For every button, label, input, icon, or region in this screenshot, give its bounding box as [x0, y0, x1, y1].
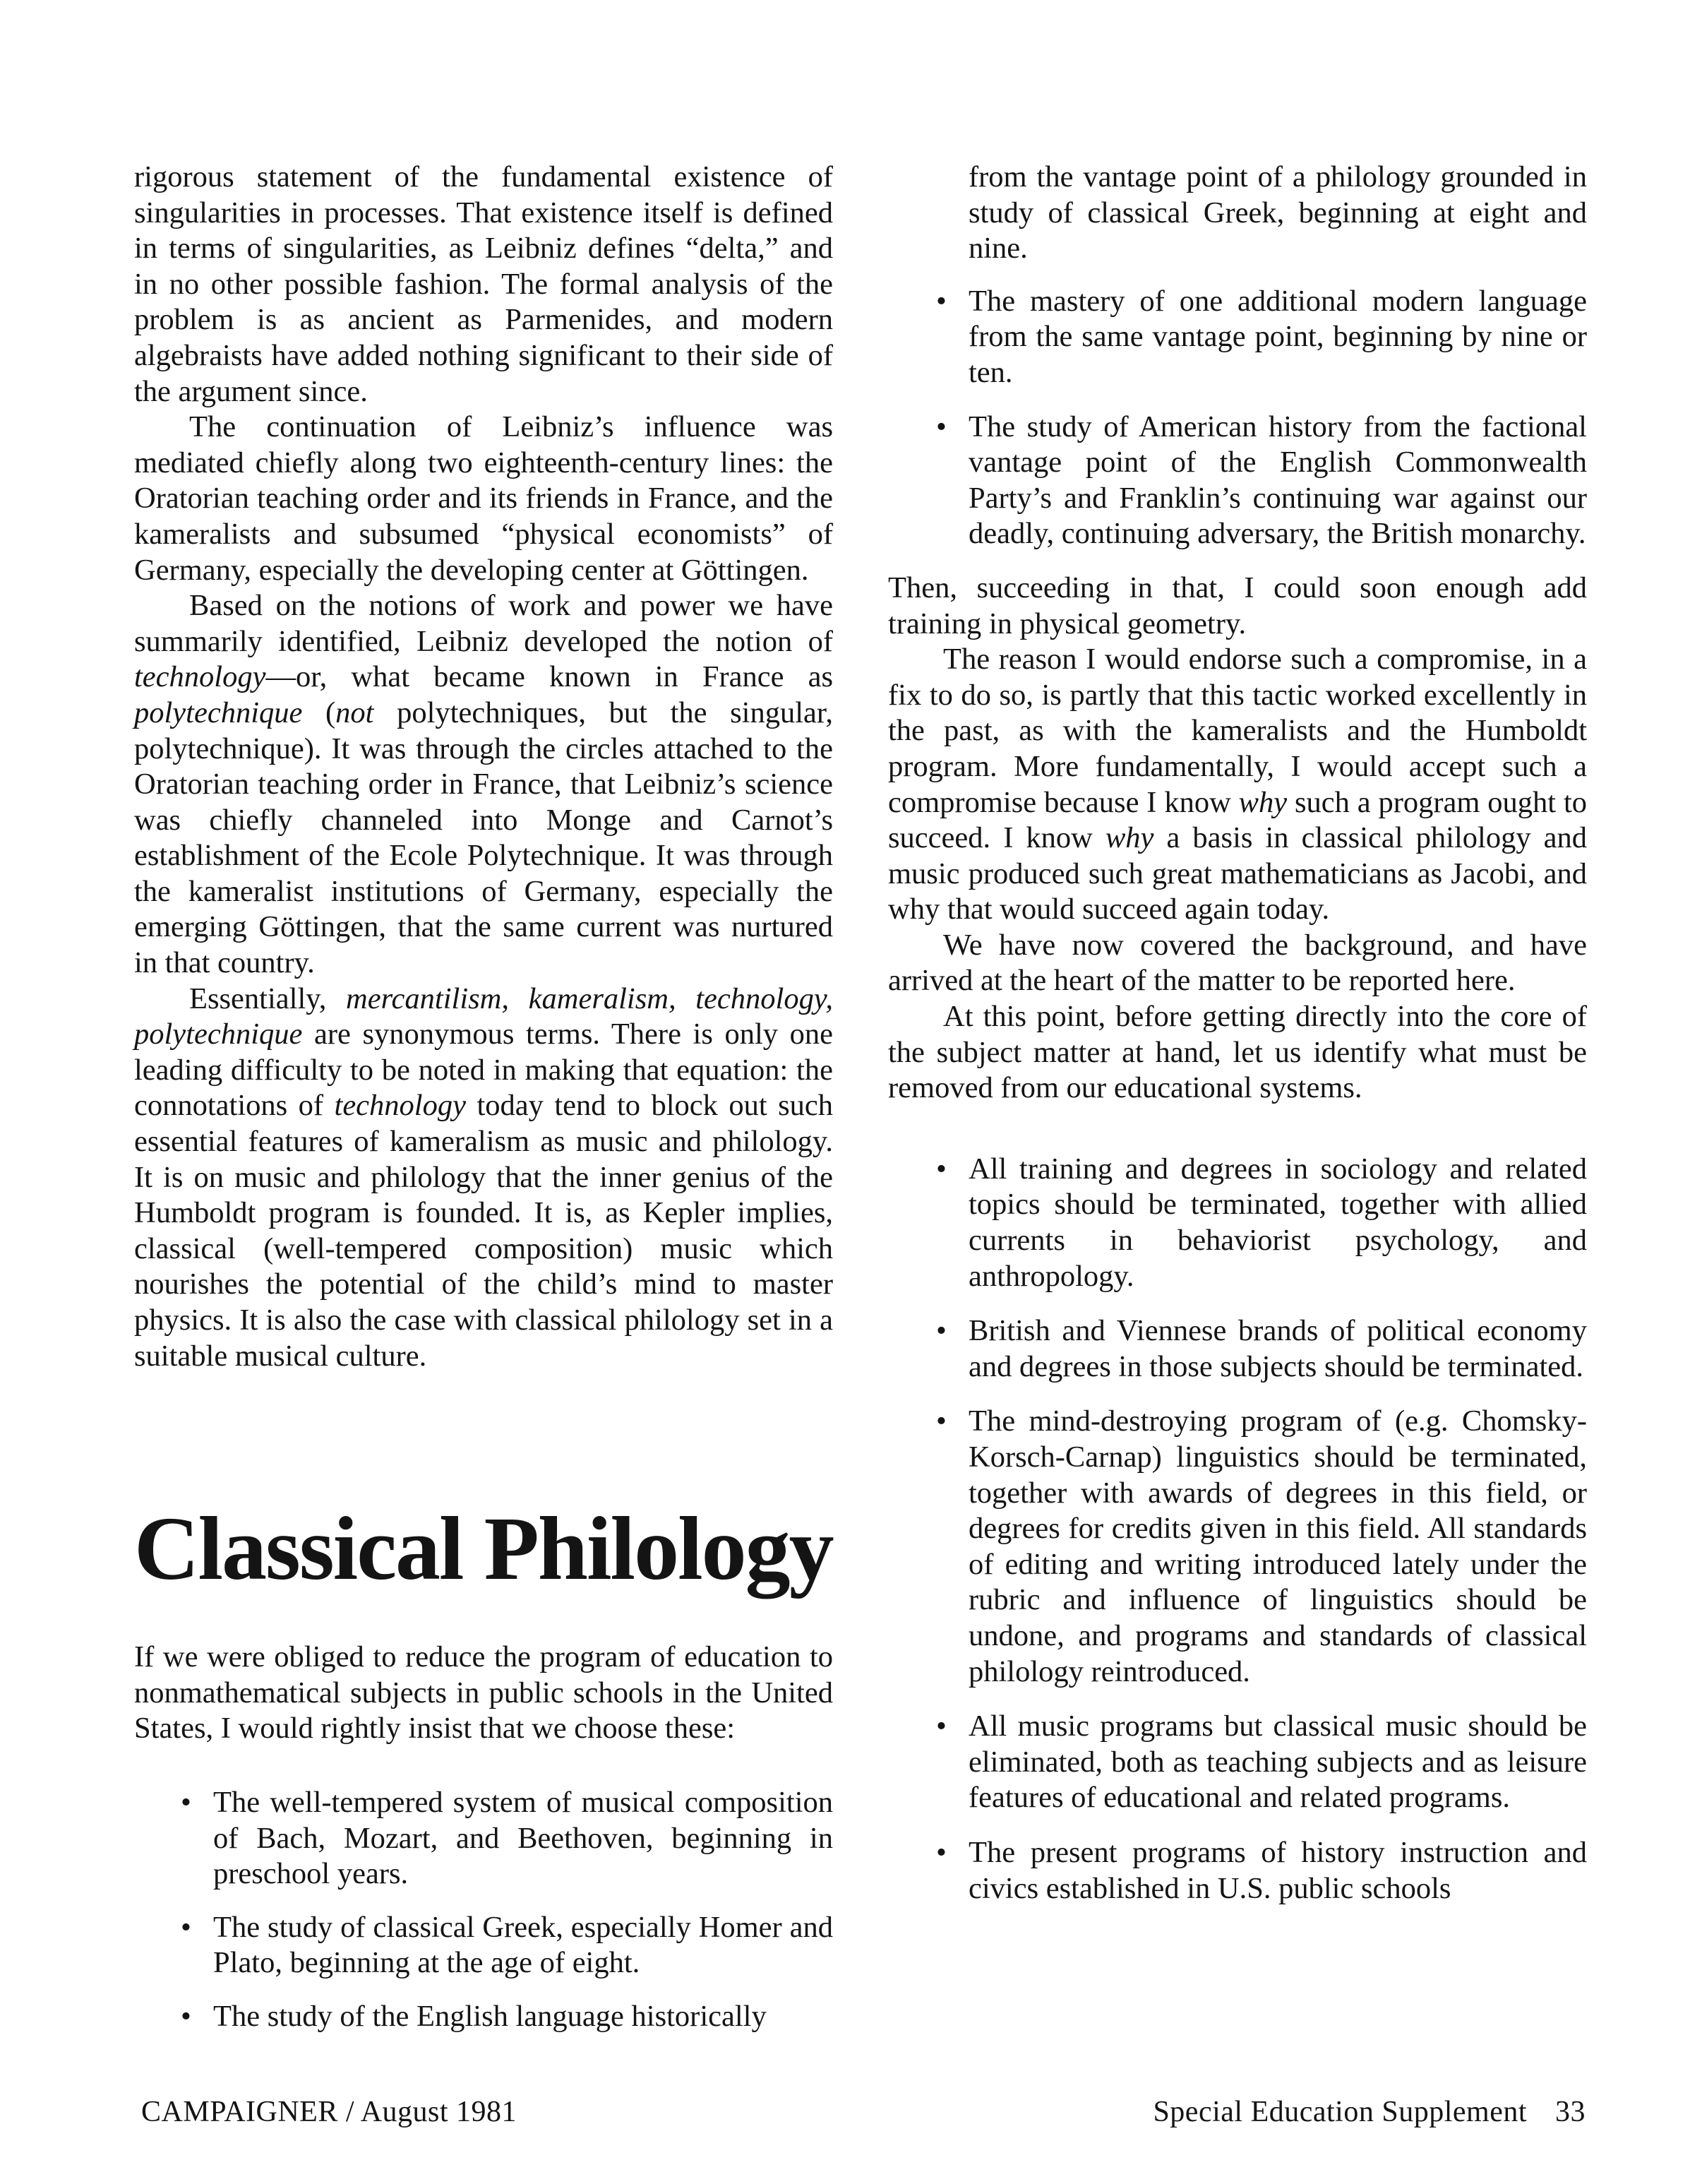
section-heading: Classical Philology	[134, 1498, 833, 1599]
footer-publication: CAMPAIGNER / August 1981	[141, 2096, 517, 2128]
text-run: a basis in classical philology and music produced such great mathematicians as Jacobi, and why that would succeed again today.	[888, 821, 1587, 926]
emphasis: polytechnique	[134, 696, 303, 729]
body-paragraph: At this point, before getting directly into the core of the subject matter at hand, let us identify what must be removed from our educational systems.	[888, 1000, 1587, 1105]
list-item: • All training and degrees in sociology and related topics should be terminated, together with allied currents in behaviorist psychology, and anthropology.	[969, 1152, 1587, 1294]
body-paragraph: from the vantage point of a philology grounded in study of classical Greek, beginning at eight and nine.	[969, 160, 1587, 265]
list-item: • The mind-destroying program of (e.g. Chomsky-Korsch-Carnap) linguistics should be terminated, together with awards of degrees in this field, or degrees for credits given in this field. All standards of editing and writing introduced lately under the rubric and influence of linguistics should be undone, and programs and standards of classical philology reintroduced.	[969, 1404, 1587, 1690]
list-item: • The present programs of history instruction and civics established in U.S. public schools	[969, 1835, 1587, 1906]
bullet-list	[213, 1785, 833, 2035]
text-run: polytechniques, but the singular, polytechnique). It was through the circles attached to the Oratorian teaching order in France, that Leibniz’s science was chiefly channeled into Monge and Carnot’s establishment of the Ecole Polytechnique. It was through the kameralist institutions of Germany, especially the emerging Göttingen, that the same current was nurtured in that country.	[134, 696, 833, 980]
body-paragraph: The continuation of Leibniz’s influence was mediated chiefly along two eighteenth-century lines: the Oratorian teaching order and its friends in France, and the kameralists and subsumed “physical economists” of Germany, especially the developing center at Göttingen.	[134, 410, 833, 587]
right-column	[888, 160, 1587, 1926]
body-paragraph: We have now covered the background, and have arrived at the heart of the matter to be reported here.	[888, 928, 1587, 998]
text-run: today tend to block out such essential features of kameralism as music and philology. It is on music and philology that the inner genius of the Humboldt program is founded. It is, as Kepler implies, classical (well-tempered composition) music which nourishes the potential of the child’s mind to master physics. It is also the case with classical philology set in a suitable musical culture.	[134, 1089, 833, 1373]
emphasis: mercantilism, kameralism, technology, polytechnique	[134, 981, 833, 1051]
text-run: such a program ought to succeed. I know	[888, 785, 1587, 855]
bullet-list	[969, 284, 1587, 552]
body-paragraph: If we were obliged to reduce the program of education to nonmathematical subjects in public schools in the United States, I would rightly insist that we choose these:	[134, 1640, 833, 1746]
page-number: 33	[1555, 2096, 1586, 2128]
list-item: • All music programs but classical music should be eliminated, both as teaching subjects and as leisure features of educational and related programs.	[969, 1709, 1587, 1816]
emphasis: why	[1238, 785, 1288, 819]
text-run: —or, what became known in France as	[265, 660, 833, 694]
text-run: Based on the notions of work and power we have summarily identified, Leibniz developed the notion of	[134, 589, 833, 658]
list-item: • The study of American history from the factional vantage point of the English Commonwealth Party’s and Franklin’s continuing war against our deadly, continuing adversary, the British monarchy.	[969, 410, 1587, 552]
text-run: Essentially,	[189, 981, 347, 1015]
list-item: • British and Viennese brands of political economy and degrees in those subjects should be terminated.	[969, 1313, 1587, 1385]
emphasis: why	[1105, 821, 1154, 855]
emphasis: technology	[334, 1089, 466, 1123]
body-paragraph	[134, 981, 833, 1375]
body-paragraph	[134, 588, 833, 981]
footer-section	[1122, 2094, 1586, 2130]
text-run: (	[302, 696, 336, 729]
body-paragraph: rigorous statement of the fundamental existence of singularities in processes. That existence itself is defined in terms of singularities, as Leibniz defines “delta,” and in no other possible fashion. The formal analysis of the problem is as ancient as Parmenides, and modern algebraists have added nothing significant to their side of the argument since.	[134, 160, 833, 408]
text-run: are synonymous terms. There is only one leading difficulty to be noted in making that equation: the connotations of	[134, 1018, 833, 1123]
list-item: • The study of classical Greek, especially Homer and Plato, beginning at the age of eight.	[213, 1910, 833, 1981]
left-column	[134, 160, 833, 2053]
body-paragraph: Then, succeeding in that, I could soon enough add training in physical geometry.	[888, 571, 1587, 640]
text-run: The reason I would endorse such a compromise, in a fix to do so, is partly that this tactic worked excellently in the past, as with the kameralists and the Humboldt program. More fundamentally, I would accept such a compromise because I know	[888, 643, 1587, 819]
list-item: • The mastery of one additional modern language from the same vantage point, beginning by nine or ten.	[969, 284, 1587, 391]
emphasis: technology	[134, 660, 266, 694]
emphasis: not	[335, 696, 374, 729]
bullet-list	[969, 1152, 1587, 1906]
list-item: • The well-tempered system of musical composition of Bach, Mozart, and Beethoven, beginning in preschool years.	[213, 1785, 833, 1892]
list-item: • The study of the English language historically	[213, 1999, 833, 2035]
footer-section-title: Special Education Supplement	[1153, 2096, 1527, 2128]
body-paragraph	[888, 642, 1587, 928]
